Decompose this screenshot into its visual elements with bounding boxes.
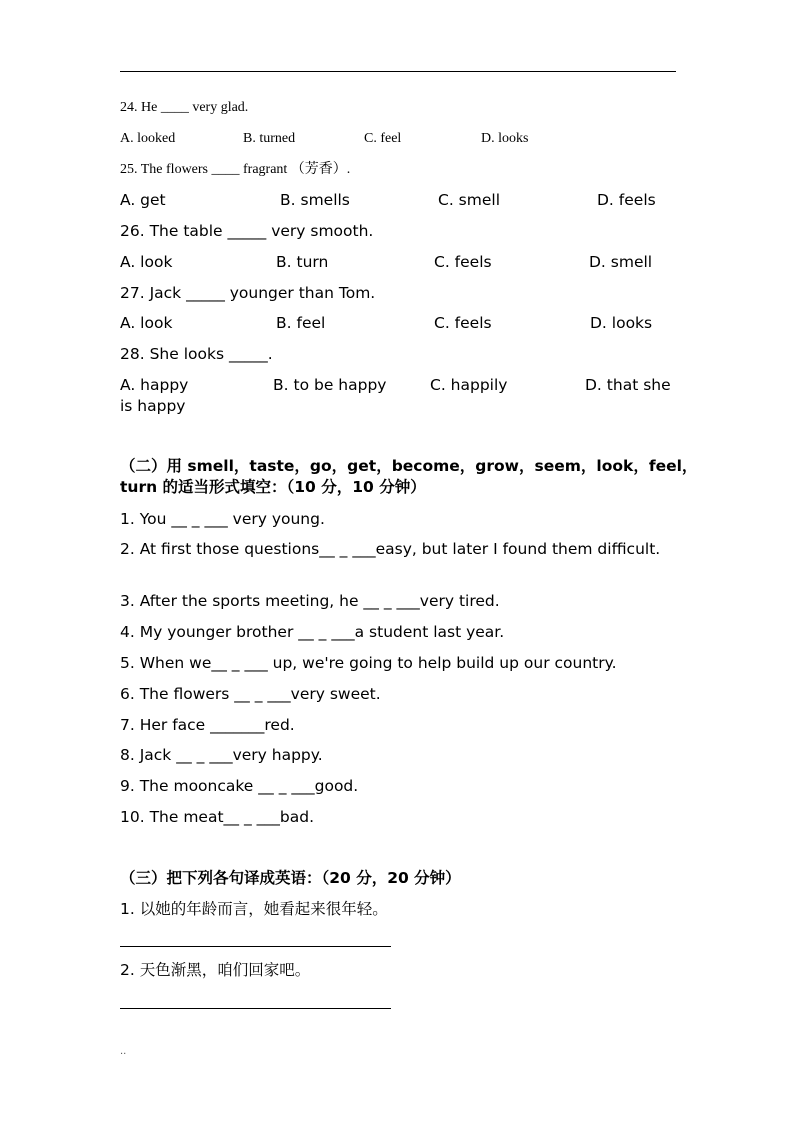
fill-item-4: 4. My younger brother __ _ ___a student last year.	[120, 623, 505, 641]
section-2-heading: （二）用 smell，taste，go，get，become，grow，seem，look，feel，turn 的适当形式填空：（10 分，10 分钟）	[120, 457, 698, 496]
option-27-c: C. feels	[434, 314, 492, 332]
option-28-d: D. that she	[585, 376, 671, 394]
translate-item-2: 2. 天色渐黑，咱们回家吧。	[120, 961, 311, 979]
option-28-d-continued: is happy	[120, 397, 186, 415]
fill-item-5: 5. When we__ _ ___ up, we're going to help build up our country.	[120, 654, 617, 672]
header-rule	[120, 71, 676, 72]
fill-item-10: 10. The meat__ _ ___bad.	[120, 808, 314, 826]
option-26-d: D. smell	[589, 253, 653, 271]
option-24-b: B. turned	[243, 131, 296, 146]
fill-item-1: 1. You __ _ ___ very young.	[120, 510, 325, 528]
question-25: 25. The flowers ____ fragrant （芳香）.	[120, 162, 351, 177]
option-26-b: B. turn	[276, 253, 329, 271]
fill-item-3: 3. After the sports meeting, he __ _ ___very tired.	[120, 592, 500, 610]
option-25-a: A. get	[120, 191, 166, 209]
question-26: 26. The table _____ very smooth.	[120, 222, 374, 240]
section-3-heading: （三）把下列各句译成英语：（20 分，20 分钟）	[120, 869, 461, 887]
question-24: 24. He ____ very glad.	[120, 100, 249, 115]
option-25-c: C. smell	[438, 191, 500, 209]
question-27: 27. Jack _____ younger than Tom.	[120, 284, 376, 302]
fill-item-7: 7. Her face _______red.	[120, 716, 295, 734]
answer-line-2	[120, 1008, 391, 1009]
option-28-b: B. to be happy	[273, 376, 387, 394]
option-24-c: C. feel	[364, 131, 402, 146]
footer-mark: ..	[120, 1046, 127, 1057]
answer-line-1	[120, 946, 391, 947]
option-27-a: A. look	[120, 314, 173, 332]
option-28-a: A. happy	[120, 376, 189, 394]
translate-item-1: 1. 以她的年龄而言，她看起来很年轻。	[120, 900, 388, 918]
option-27-d: D. looks	[590, 314, 653, 332]
fill-item-6: 6. The flowers __ _ ___very sweet.	[120, 685, 381, 703]
option-28-c: C. happily	[430, 376, 508, 394]
option-26-a: A. look	[120, 253, 173, 271]
option-24-d: D. looks	[481, 131, 529, 146]
option-25-d: D. feels	[597, 191, 656, 209]
fill-item-9: 9. The mooncake __ _ ___good.	[120, 777, 359, 795]
option-24-a: A. looked	[120, 131, 176, 146]
option-26-c: C. feels	[434, 253, 492, 271]
fill-item-2: 2. At first those questions__ _ ___easy, but later I found them difficult.	[120, 540, 661, 558]
question-28: 28. She looks _____.	[120, 345, 273, 363]
option-25-b: B. smells	[280, 191, 350, 209]
option-27-b: B. feel	[276, 314, 326, 332]
fill-item-8: 8. Jack __ _ ___very happy.	[120, 746, 323, 764]
